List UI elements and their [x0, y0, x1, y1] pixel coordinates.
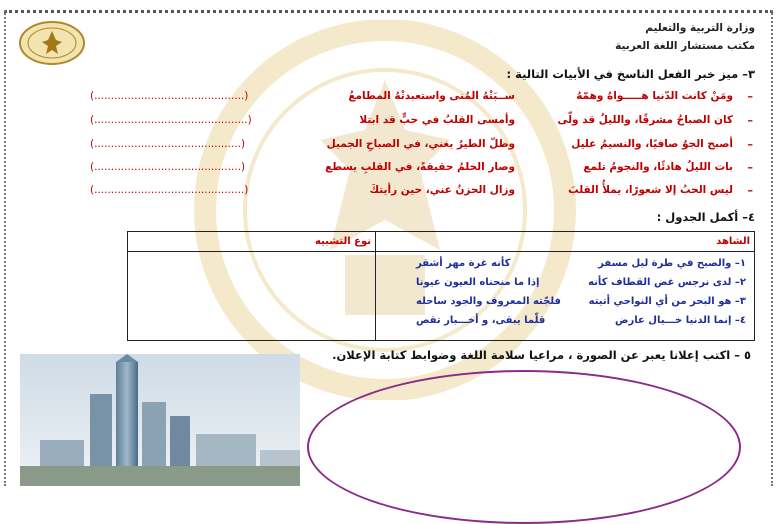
verse-part-a: ٤– إنما الدنيا خـــيال عارض: [615, 315, 746, 326]
verse-row: [90, 114, 753, 132]
witness-cell: [376, 252, 755, 341]
bullet-dash: –: [747, 184, 753, 197]
question-3-title: ٣– ميز خبر الفعل الناسخ في الأبيات التالية :: [506, 67, 755, 81]
verse-second-hemistich: وأمسى القلبُ في حبٍّ قد ابتلا: [359, 114, 515, 126]
verse-first-hemistich: بات الليلُ هادئًا، والنجومُ تلمع: [583, 161, 733, 173]
verse-part-a: ٣– هو البحر من أي النواحي أتيته: [588, 296, 746, 307]
column-header-witness: الشاهد: [376, 232, 755, 252]
question-5-title: ٥ – اكتب إعلانا يعبر عن الصورة ، مراعيا سلامة اللغة وضوابط كتابة الإعلان.: [332, 348, 751, 362]
verse-part-a: ١– والصبح في طرة ليل مسفر: [598, 258, 746, 269]
ministry-logo: [18, 20, 86, 66]
column-header-simile-type: نوع التشبيه: [128, 232, 376, 252]
dotted-border-left: [4, 10, 6, 486]
verse-second-hemistich: وزال الحزنُ عني، حين رأيتكَ: [369, 184, 515, 196]
verse-second-hemistich: ســبَتْهُ المُنى واستعبدتْهُ المطامعُ: [348, 90, 515, 102]
bullet-dash: –: [747, 90, 753, 103]
verse-row: [90, 184, 753, 202]
question-4-title: ٤– أكمل الجدول :: [656, 210, 755, 224]
verse-part-b: قلّما يبقى، و أخـــبار تقص: [416, 315, 546, 326]
answer-writing-area[interactable]: [307, 370, 741, 524]
office-name: مكتب مستشار اللغة العربية: [615, 40, 755, 52]
table-row: [416, 292, 746, 311]
simile-table: [127, 231, 755, 341]
answer-blank[interactable]: (............................................): [90, 138, 246, 150]
verse-row: [90, 138, 753, 156]
answer-blank[interactable]: (.............................................): [90, 184, 249, 196]
verse-first-hemistich: كان الصباحُ مشرقًا، والليلُ قد ولّى: [557, 114, 733, 126]
verse-first-hemistich: أصبح الجوُ صافيًا، والنسيمُ عليل: [571, 138, 733, 150]
answer-blank[interactable]: (............................................): [90, 161, 246, 173]
bullet-dash: –: [747, 138, 753, 151]
answer-blank[interactable]: (..............................................): [90, 114, 252, 126]
table-row: [416, 311, 746, 330]
verse-part-b: إذا ما منحناه العيون عيونا: [416, 277, 540, 288]
table-row: [416, 254, 746, 273]
verse-first-hemistich: ومَنْ كانت الدّنيا هـــــواهُ وهمّهُ: [576, 90, 733, 102]
dotted-border-top: [4, 10, 773, 13]
skyline-illustration: [20, 354, 300, 486]
bullet-dash: –: [747, 161, 753, 174]
verse-part-b: كأنه غرة مهر أشقر: [416, 258, 511, 269]
simile-type-answer-cell[interactable]: [128, 252, 376, 341]
answer-blank[interactable]: (.............................................): [90, 90, 249, 102]
bullet-dash: –: [747, 114, 753, 127]
verse-second-hemistich: وظلّ الطيرُ يغني، في الصباحِ الجميل: [326, 138, 515, 150]
verse-row: [90, 90, 753, 108]
table-row: [416, 273, 746, 292]
verse-row: [90, 161, 753, 179]
ministry-name: وزارة التربية والتعليم: [645, 22, 755, 34]
dotted-border-right: [771, 10, 773, 486]
skyline-photo: [20, 354, 300, 486]
verse-first-hemistich: ليس الحبُ إلا شعورًا، يملأُ القلبَ: [568, 184, 733, 196]
verse-second-hemistich: وصار الحلمُ حقيقةً، في القلبِ يسطع: [325, 161, 515, 173]
verse-part-b: فلجّته المعروف والجود ساحله: [416, 296, 561, 307]
verse-part-a: ٢– لدى نرجس غض القطاف كأنه: [588, 277, 746, 288]
